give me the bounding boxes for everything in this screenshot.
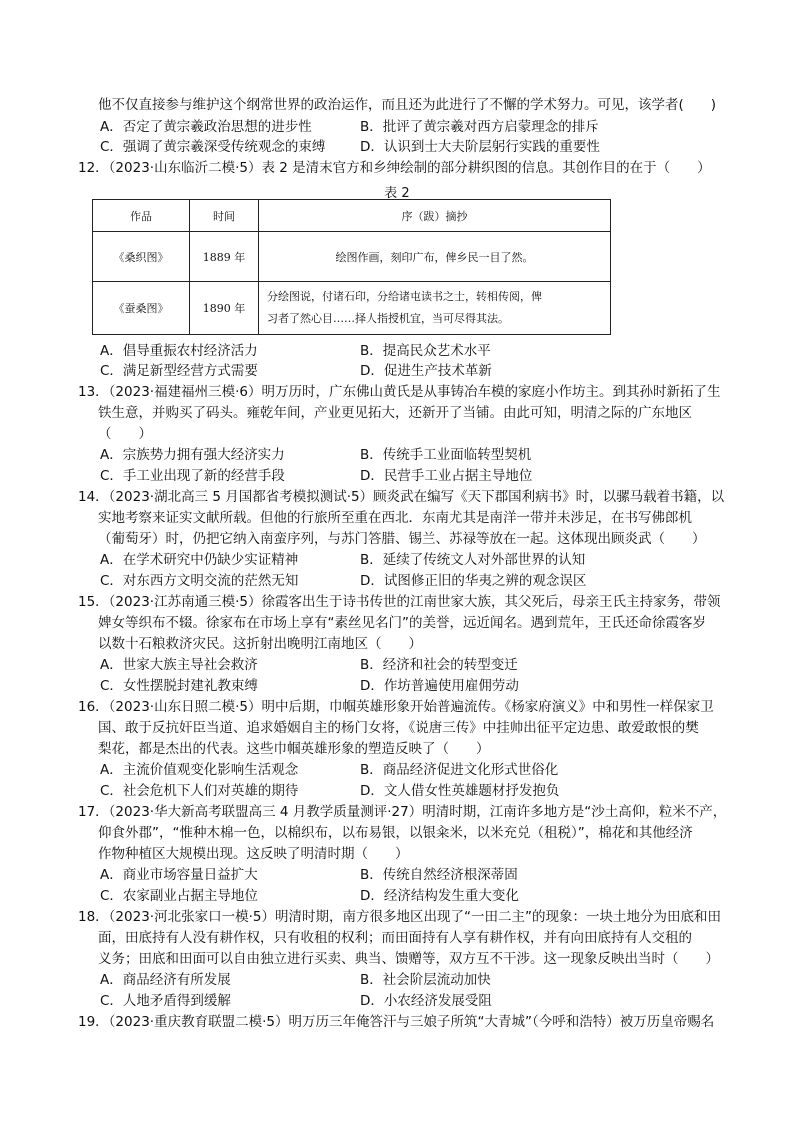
- table-header-year: 时间: [190, 200, 259, 232]
- q11-stem-tail: 他不仅直接参与维护这个纲常世界的政治运作，而且还为此进行了不懈的学术努力。可见，该学者( ): [98, 97, 717, 113]
- q15-line-2: 婢女等织布不辍。徐家布在市场上享有“素丝见名门”的美誉，远近闻名。遇到荒年，王氏还命徐霞客岁: [98, 615, 706, 631]
- q15-option-a[interactable]: A．世家大族主导社会救济: [100, 657, 258, 673]
- q11-option-d[interactable]: D．认识到士大夫阶层躬行实践的重要性: [360, 139, 600, 155]
- table-header-row: [93, 200, 611, 232]
- q16-line-1: 16．（2023·山东日照二模·5）明中后期，巾帼英雄形象开始普遍流传。《杨家府演义》中和男性一样保家卫: [78, 699, 714, 715]
- q14-line-2: 实地考察来证实文献所载。但他的行旅所至重在西北．东南尤其是南洋一带并未涉足，在书写佛郎机: [98, 510, 692, 526]
- q18-line-3: 义务；田底和田面可以自由独立进行买卖、典当、馈赠等，双方互不干涉。这一现象反映出当时（ ）: [98, 951, 719, 967]
- q14-option-d[interactable]: D．试图修正旧的华夷之辨的观念误区: [360, 573, 587, 589]
- q18-line-1: 18．（2023·河北张家口一模·5）明清时期，南方很多地区出现了“一田二主”的现象：一块土地分为田底和田: [78, 909, 721, 925]
- q18-line-2: 面，田底持有人没有耕作权，只有收租的权利；而田面持有人享有耕作权，并有向田底持有人交租的: [98, 930, 692, 946]
- q18-option-a[interactable]: A．商品经济有所发展: [100, 972, 231, 988]
- q16-option-d[interactable]: D．文人借女性英雄题材抒发抱负: [360, 783, 560, 799]
- q19-line-1: 19．（2023·重庆教育联盟二模·5）明万历三年俺答汗与三娘子所筑“大青城”（今呼和浩特）被万历皇帝赐名: [78, 1014, 715, 1030]
- q12-option-b[interactable]: B．提高民众艺术水平: [360, 343, 491, 359]
- excerpt-line-1: 分绘图说，付诸石印，分给诸屯读书之士，转相传阅，俾: [267, 290, 542, 303]
- q17-option-c[interactable]: C．农家副业占据主导地位: [100, 888, 258, 904]
- q17-line-2: 仰食外郡”，“惟种木棉一色，以棉织布，以布易银，以银籴米，以米充兑（租税）”，棉花和其他经济: [98, 825, 693, 841]
- q13-line-1: 13．（2023·福建福州三模·6）明万历时，广东佛山黄氏是从事铸冶车模的家庭小作坊主。到其孙时新拓了生: [78, 384, 721, 400]
- q18-option-d[interactable]: D．小农经济发展受阻: [360, 993, 492, 1009]
- q15-option-c[interactable]: C．女性摆脱封建礼教束缚: [100, 678, 258, 694]
- table-header-work: 作品: [93, 200, 190, 232]
- q11-option-a[interactable]: A．否定了黄宗羲政治思想的进步性: [100, 119, 312, 135]
- table-caption: 表 2: [384, 186, 410, 201]
- q13-line-2: 铁生意，并购买了码头。雍乾年间，产业更见拓大，还新开了当铺。由此可知，明清之际的广东地区: [98, 405, 692, 421]
- q17-option-d[interactable]: D．经济结构发生重大变化: [360, 888, 519, 904]
- q14-line-3: （葡萄牙）时，仍把它纳入南蛮序列，与苏门答腊、锡兰、苏禄等放在一起。这体现出顾炎武（ ）: [98, 531, 706, 547]
- q12-option-c[interactable]: C．满足新型经营方式需要: [100, 363, 258, 379]
- q17-option-a[interactable]: A．商业市场容量日益扩大: [100, 867, 258, 883]
- q17-line-1: 17．（2023·华大新高考联盟高三 4 月教学质量测评·27）明清时期，江南许多地方是“沙土高仰，粒米不产，: [78, 804, 727, 820]
- q13-option-c[interactable]: C．手工业出现了新的经营手段: [100, 468, 285, 484]
- q11-option-c[interactable]: C．强调了黄宗羲深受传统观念的束缚: [100, 139, 326, 155]
- q13-option-a[interactable]: A．宗族势力拥有强大经济实力: [100, 447, 285, 463]
- q18-option-b[interactable]: B．社会阶层流动加快: [360, 972, 491, 988]
- q14-option-b[interactable]: B．延续了传统文人对外部世界的认知: [360, 552, 586, 568]
- q16-option-a[interactable]: A．主流价值观变化影响生活观念: [100, 762, 299, 778]
- table-cell-excerpt: 绘图作画，刻印广布，俾乡民一目了然。: [259, 232, 611, 282]
- excerpt-line-2: 习者了然心目……择人指授机宜，当可尽得其法。: [267, 312, 509, 325]
- q16-line-2: 国、敢于反抗奸臣当道、追求婚姻自主的杨门女将，《说唐三传》中挂帅出征平定边患、敢爱敢恨的樊: [98, 720, 699, 736]
- q12-option-a[interactable]: A．倡导重振农村经济活力: [100, 343, 258, 359]
- q13-option-b[interactable]: B．传统手工业面临转型契机: [360, 447, 532, 463]
- q14-option-c[interactable]: C．对东西方文明交流的茫然无知: [100, 573, 299, 589]
- q17-line-3: 作物种植区大规模出现。这反映了明清时期（ ）: [98, 846, 409, 862]
- q15-line-3: 以数十石粮救济灾民。这折射出晚明江南地区（ ）: [98, 636, 422, 652]
- table-row: [93, 282, 611, 335]
- q15-option-b[interactable]: B．经济和社会的转型变迁: [360, 657, 518, 673]
- q13-option-d[interactable]: D．民营手工业占据主导地位: [360, 468, 533, 484]
- q15-option-d[interactable]: D．作坊普遍使用雇佣劳动: [360, 678, 519, 694]
- q11-option-b[interactable]: B．批评了黄宗羲对西方启蒙理念的排斥: [360, 119, 599, 135]
- table-cell-excerpt: [259, 282, 611, 335]
- q16-option-c[interactable]: C．社会危机下人们对英雄的期待: [100, 783, 299, 799]
- q17-option-b[interactable]: B．传统自然经济根深蒂固: [360, 867, 518, 883]
- table-cell-year: 1890 年: [190, 282, 259, 335]
- q15-line-1: 15．（2023·江苏南通三模·5）徐霞客出生于诗书传世的江南世家大族，其父死后，母亲王氏主持家务，带领: [78, 594, 721, 610]
- q13-line-3: （ ）: [98, 426, 152, 442]
- table-cell-work: 《桑织图》: [93, 232, 190, 282]
- q12-stem: 12．（2023·山东临沂二模·5）表 2 是清末官方和乡绅绘制的部分耕织图的信息。其创作目的在于（ ）: [78, 160, 711, 176]
- q14-option-a[interactable]: A．在学术研究中仍缺少实证精神: [100, 552, 299, 568]
- table-header-excerpt: 序（跋）摘抄: [259, 200, 611, 232]
- q16-option-b[interactable]: B．商品经济促进文化形式世俗化: [360, 762, 559, 778]
- q12-option-d[interactable]: D．促进生产技术革新: [360, 363, 492, 379]
- q12-table: [92, 199, 611, 335]
- q14-line-1: 14．（2023·湖北高三 5 月国都省考模拟测试·5）顾炎武在编写《天下郡国利病书》时，以骡马载着书籍，以: [78, 489, 725, 505]
- table-cell-year: 1889 年: [190, 232, 259, 282]
- table-row: [93, 232, 611, 282]
- table-cell-work: 《蚕桑图》: [93, 282, 190, 335]
- q16-line-3: 梨花，都是杰出的代表。这些巾帼英雄形象的塑造反映了（ ）: [98, 741, 490, 757]
- q18-option-c[interactable]: C．人地矛盾得到缓解: [100, 993, 231, 1009]
